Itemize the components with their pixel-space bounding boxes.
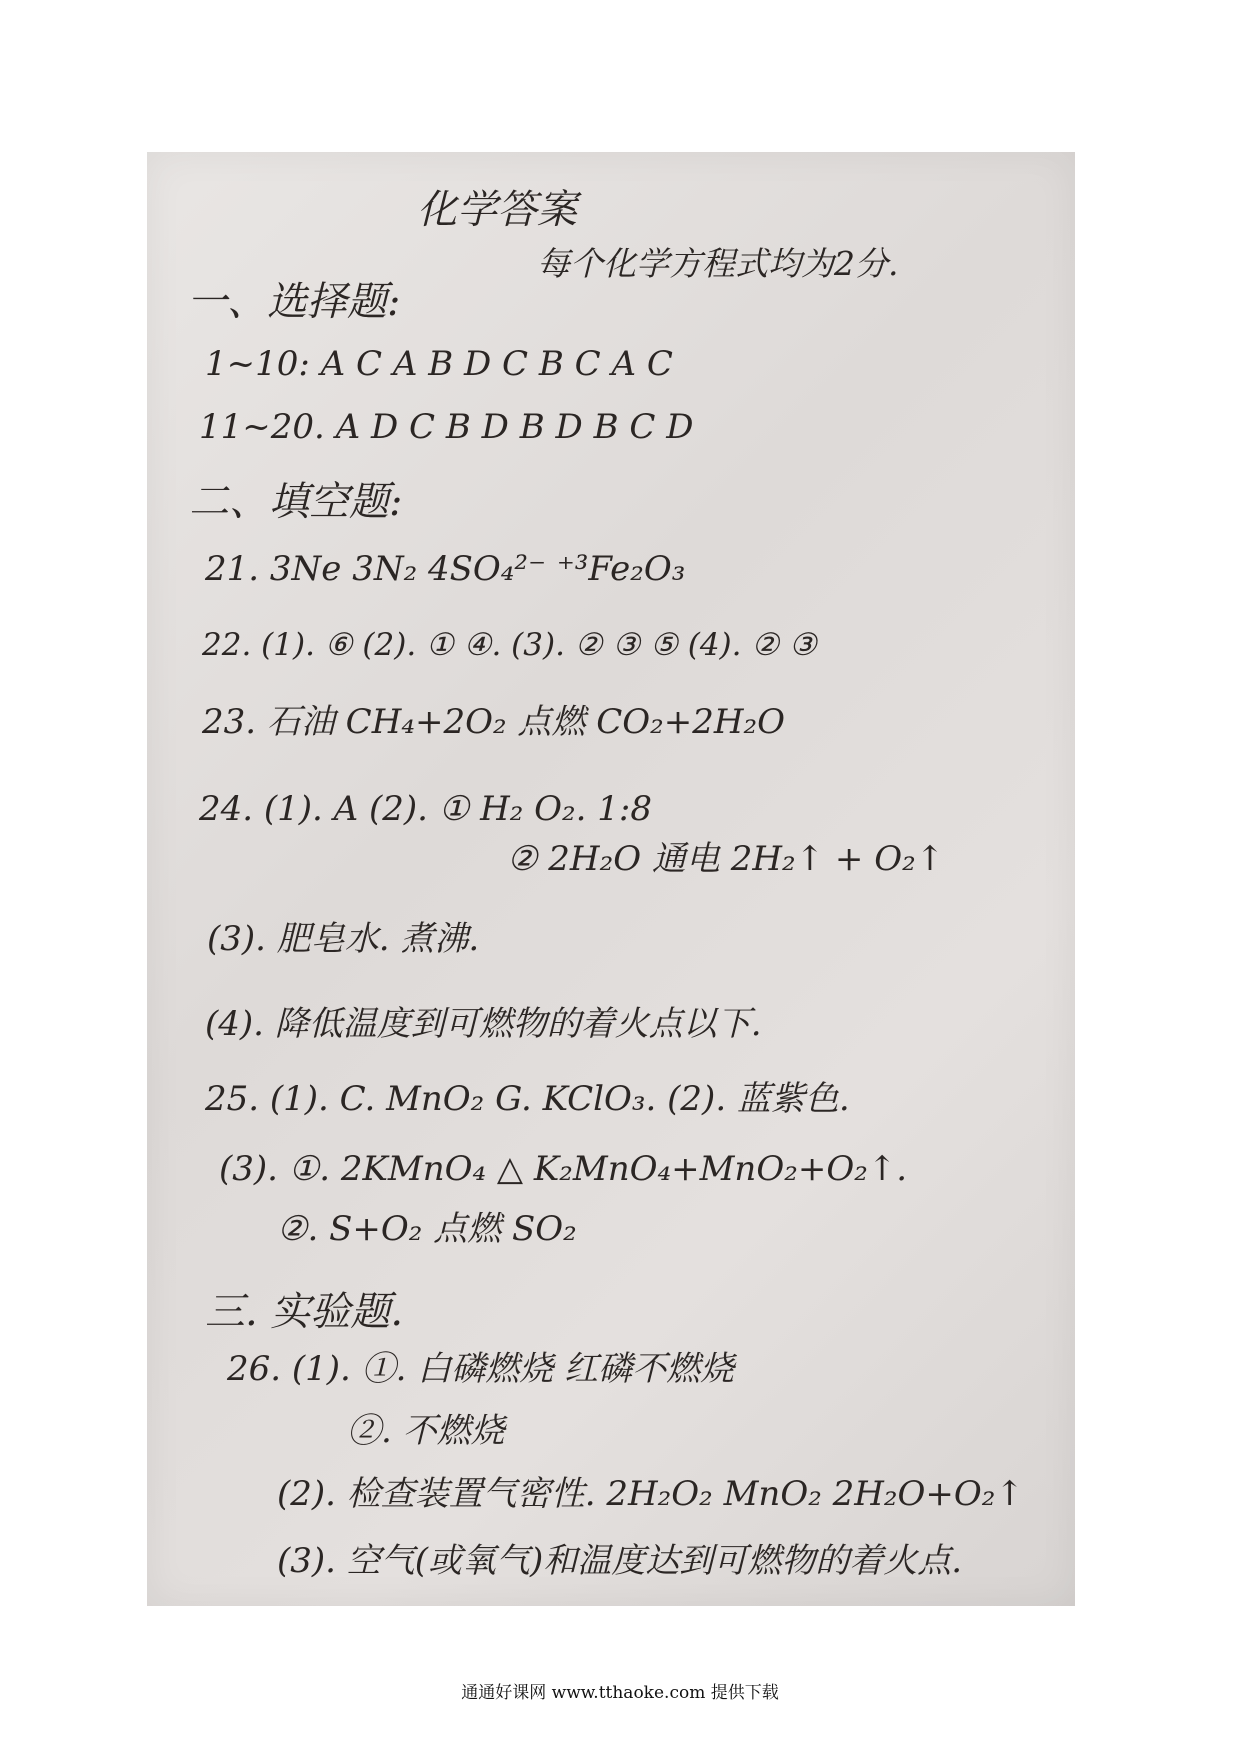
answer-24-equation: ② 2H₂O 通电 2H₂↑ + O₂↑ [507,839,945,879]
answer-25-equation1: (3). ①. 2KMnO₄ △ K₂MnO₄+MnO₂+O₂↑. [219,1149,908,1189]
section2-heading: 二、填空题: [189,479,403,525]
page-title: 化学答案 [417,187,577,233]
answer-26-part1-2: ②. 不燃烧 [347,1411,505,1451]
answer-24-part4: (4). 降低温度到可燃物的着火点以下. [205,1004,762,1044]
answer-22: 22. (1). ⑥ (2). ① ④. (3). ② ③ ⑤ (4). ② ③ [202,627,817,663]
footer-credit: 通通好课网 www.tthaoke.com 提供下载 [461,1683,779,1703]
answer-24-part3: (3). 肥皂水. 煮沸. [207,919,480,959]
choice-answers-1-10: 1~10: A C A B D C B C A C [205,344,673,384]
answer-25-part1-2: 25. (1). C. MnO₂ G. KClO₃. (2). 蓝紫色. [205,1079,850,1119]
answer-26-part1: 26. (1). ①. 白磷燃烧 红磷不燃烧 [227,1349,735,1389]
section1-heading: 一、选择题: [187,279,401,325]
scoring-note: 每个化学方程式均为2分. [537,244,899,283]
answer-sheet-photo [147,152,1075,1606]
answer-26-part2: (2). 检查装置气密性. 2H₂O₂ MnO₂ 2H₂O+O₂↑ [277,1474,1024,1514]
section3-heading: 三. 实验题. [205,1289,404,1335]
answer-26-part3: (3). 空气(或氧气)和温度达到可燃物的着火点. [277,1541,963,1581]
answer-21: 21. 3Ne 3N₂ 4SO₄²⁻ ⁺³Fe₂O₃ [205,549,686,589]
answer-24-part1-2: 24. (1). A (2). ① H₂ O₂. 1:8 [199,789,653,829]
choice-answers-11-20: 11~20. A D C B D B D B C D [199,407,694,447]
answer-23: 23. 石油 CH₄+2O₂ 点燃 CO₂+2H₂O [202,702,786,742]
answer-25-equation2: ②. S+O₂ 点燃 SO₂ [277,1209,577,1249]
